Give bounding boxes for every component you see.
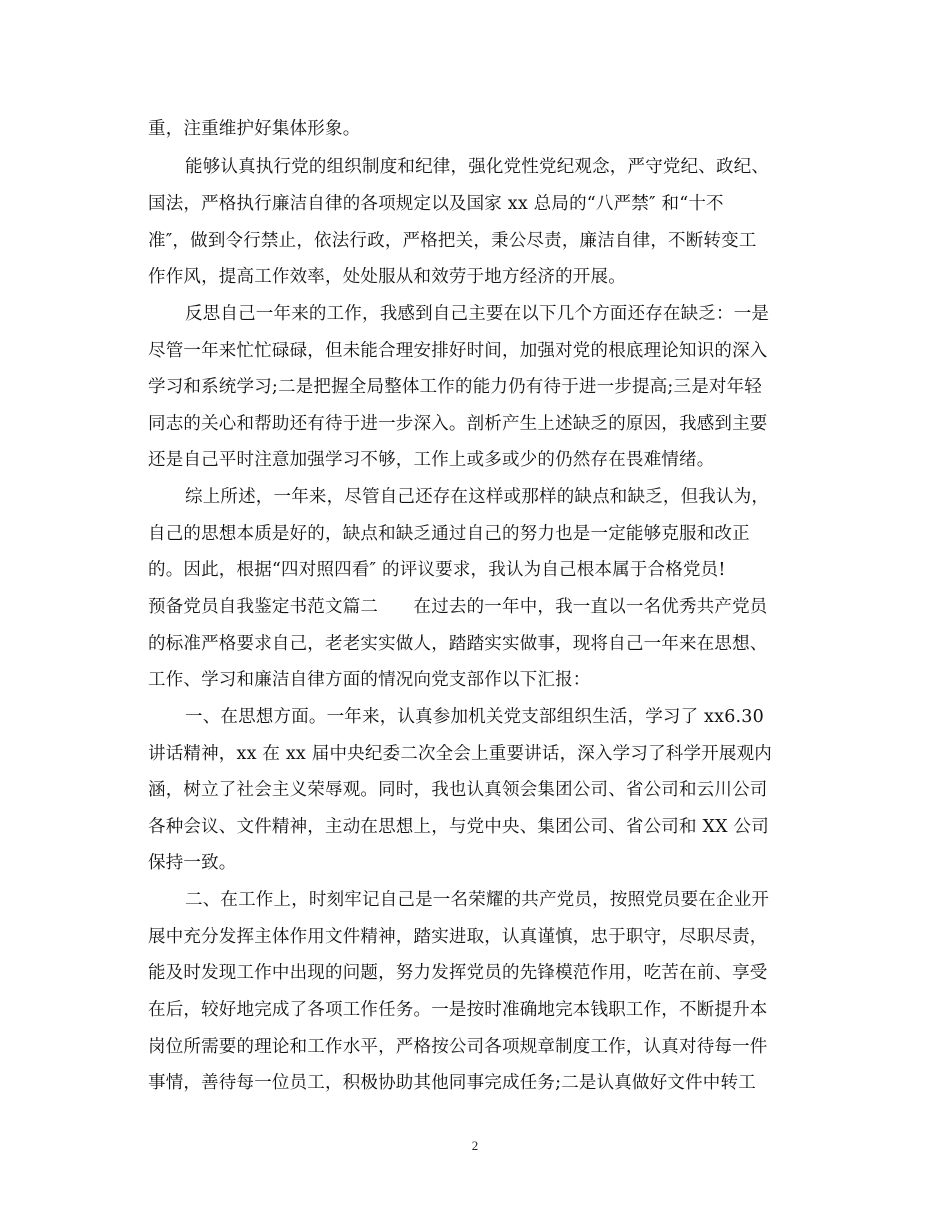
text-line: 的标准严格要求自己，老老实实做人，踏踏实实做事，现将自己一年来在思想、 bbox=[148, 634, 768, 654]
text-line: 作作风，提高工作效率，处处服从和效劳于地方经济的开展。 bbox=[148, 267, 626, 287]
text-line: 准″，做到令行禁止，依法行政，严格把关，秉公尽责，廉洁自律，不断转变工 bbox=[148, 231, 757, 251]
text-line: 尽管一年来忙忙碌碌，但未能合理安排好时间，加强对党的根底理论知识的深入 bbox=[148, 341, 768, 361]
text-line: 岗位所需要的理论和工作水平，严格按公司各项规章制度工作，认真对待每一件 bbox=[148, 1037, 768, 1057]
paragraph-first-line: 能够认真执行党的组织制度和纪律，强化党性党纪观念，严守党纪、政纪、 bbox=[185, 157, 770, 177]
text-line: 涵，树立了社会主义荣辱观。同时，我也认真领会集团公司、省公司和云川公司 bbox=[148, 780, 768, 800]
text-line: 的。因此，根据“四对照四看″ 的评议要求，我认为自己根本属于合格党员! bbox=[148, 560, 726, 580]
text-line: 讲话精神，xx 在 xx 届中央纪委二次全会上重要讲话，深入学习了科学开展观内 bbox=[148, 744, 772, 764]
text-line: 保持一致。 bbox=[148, 853, 237, 873]
text-line: 学习和系统学习;二是把握全局整体工作的能力仍有待于进一步提高;三是对年轻 bbox=[148, 377, 762, 397]
text-line: 重，注重维护好集体形象。 bbox=[148, 119, 361, 139]
section-heading-line: 预备党员自我鉴定书范文篇二 在过去的一年中，我一直以一名优秀共产党员 bbox=[148, 597, 768, 617]
text-line: 工作、学习和廉洁自律方面的情况向党支部作以下汇报： bbox=[148, 670, 591, 690]
text-line: 自己的思想本质是好的，缺点和缺乏通过自己的努力也是一定能够克服和改正 bbox=[148, 524, 750, 544]
text-line: 同志的关心和帮助还有待于进一步深入。剖析产生上述缺乏的原因，我感到主要 bbox=[148, 414, 768, 434]
text-line: 在后，较好地完成了各项工作任务。一是按时准确地完本钱职工作，不断提升本 bbox=[148, 1000, 768, 1020]
paragraph-first-line: 综上所述，一年来，尽管自己还存在这样或那样的缺点和缺乏，但我认为， bbox=[185, 487, 770, 507]
text-line: 国法，严格执行廉洁自律的各项规定以及国家 xx 总局的“八严禁″ 和“十不 bbox=[148, 194, 724, 214]
text-line: 各种会议、文件精神，主动在思想上，与党中央、集团公司、省公司和 XX 公司 bbox=[148, 817, 769, 837]
text-line: 事情，善待每一位员工，积极协助其他同事完成任务;二是认真做好文件中转工 bbox=[148, 1073, 756, 1093]
text-line: 能及时发现工作中出现的问题，努力发挥党员的先锋模范作用，吃苦在前、享受 bbox=[148, 963, 768, 983]
paragraph-first-line: 二、在工作上，时刻牢记自己是一名荣耀的共产党员，按照党员要在企业开 bbox=[185, 890, 770, 910]
paragraph-first-line: 一、在思想方面。一年来，认真参加机关党支部组织生活，学习了 xx6.30 bbox=[185, 707, 764, 727]
text-line: 展中充分发挥主体作用文件精神，踏实进取，认真谨慎，忠于职守，尽职尽责， bbox=[148, 927, 768, 947]
text-line: 还是自己平时注意加强学习不够，工作上或多或少的仍然存在畏难情绪。 bbox=[148, 450, 715, 470]
page-number: 2 bbox=[471, 1138, 479, 1153]
paragraph-first-line: 反思自己一年来的工作，我感到自己主要在以下几个方面还存在缺乏：一是 bbox=[185, 304, 770, 324]
